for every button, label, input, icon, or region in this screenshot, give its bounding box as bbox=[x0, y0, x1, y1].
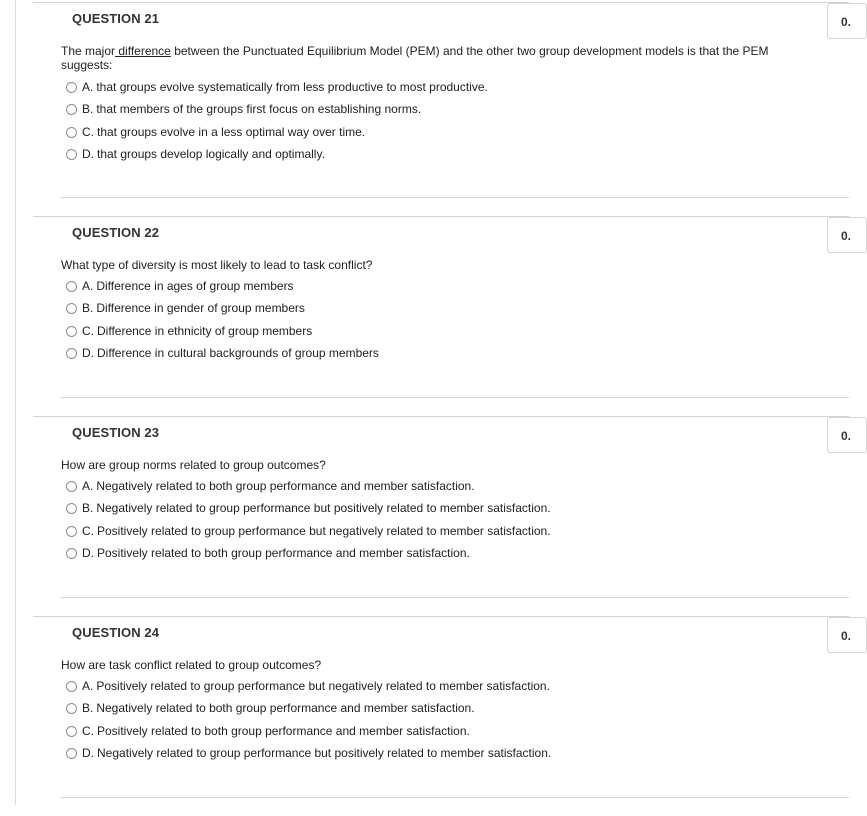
option-b[interactable] bbox=[66, 100, 421, 118]
question-header bbox=[33, 617, 852, 650]
option-text: Difference in ethnicity of group members bbox=[97, 324, 313, 338]
option-text: that groups evolve systematically from less productive to most productive. bbox=[96, 80, 488, 94]
radio-button[interactable] bbox=[66, 526, 77, 537]
option-letter: A. bbox=[82, 80, 94, 94]
option-letter: B. bbox=[82, 501, 94, 515]
question-21 bbox=[33, 2, 852, 202]
question-text-end: between the Punctuated Equilibrium Model (PEM) and the other two group development models is that the PEM suggests: bbox=[61, 44, 769, 72]
radio-button[interactable] bbox=[66, 348, 77, 359]
option-text: Difference in cultural backgrounds of group members bbox=[97, 346, 379, 360]
radio-button[interactable] bbox=[66, 681, 77, 692]
option-letter: A. bbox=[82, 479, 94, 493]
radio-button[interactable] bbox=[66, 303, 77, 314]
question-24 bbox=[33, 616, 852, 816]
option-text: Difference in gender of group members bbox=[96, 301, 305, 315]
question-title: QUESTION 24 bbox=[72, 625, 160, 640]
question-title: QUESTION 23 bbox=[72, 425, 160, 440]
option-c[interactable] bbox=[66, 522, 551, 540]
option-text: Negatively related to group performance but positively related to member satisfaction. bbox=[96, 501, 551, 515]
question-text bbox=[61, 44, 801, 72]
option-letter: B. bbox=[82, 301, 94, 315]
option-letter: C. bbox=[82, 125, 94, 139]
question-text: What type of diversity is most likely to lead to task conflict? bbox=[61, 258, 373, 272]
divider bbox=[61, 797, 849, 798]
question-header bbox=[33, 3, 852, 36]
option-letter: A. bbox=[82, 679, 94, 693]
radio-button[interactable] bbox=[66, 503, 77, 514]
radio-button[interactable] bbox=[66, 281, 77, 292]
option-c[interactable] bbox=[66, 322, 312, 340]
question-23 bbox=[33, 416, 852, 616]
question-text-start: The major bbox=[61, 44, 116, 58]
points-box bbox=[827, 3, 867, 39]
points-box bbox=[827, 617, 867, 653]
points-box bbox=[827, 417, 867, 453]
question-text: How are task conflict related to group outcomes? bbox=[61, 658, 322, 672]
radio-button[interactable] bbox=[66, 481, 77, 492]
option-letter: A. bbox=[82, 279, 94, 293]
option-text: that members of the groups first focus on establishing norms. bbox=[96, 102, 422, 116]
option-text: that groups develop logically and optimally. bbox=[97, 147, 325, 161]
question-header bbox=[33, 217, 852, 250]
radio-button[interactable] bbox=[66, 748, 77, 759]
option-d[interactable] bbox=[66, 344, 379, 362]
points-value: 0. bbox=[841, 629, 852, 643]
question-text: How are group norms related to group outcomes? bbox=[61, 458, 326, 472]
divider bbox=[61, 397, 849, 398]
question-text-underlined: difference bbox=[115, 44, 171, 58]
radio-button[interactable] bbox=[66, 703, 77, 714]
option-d[interactable] bbox=[66, 145, 325, 163]
divider bbox=[61, 597, 849, 598]
option-b[interactable] bbox=[66, 299, 305, 317]
option-text: Positively related to group performance but negatively related to member satisfaction. bbox=[96, 679, 550, 693]
radio-button[interactable] bbox=[66, 104, 77, 115]
option-text: Negatively related to both group performance and member satisfaction. bbox=[96, 479, 475, 493]
option-text: Negatively related to both group performance and member satisfaction. bbox=[96, 701, 475, 715]
radio-button[interactable] bbox=[66, 726, 77, 737]
radio-button[interactable] bbox=[66, 149, 77, 160]
option-letter: D. bbox=[82, 346, 94, 360]
option-letter: D. bbox=[82, 147, 94, 161]
option-letter: C. bbox=[82, 324, 94, 338]
question-22 bbox=[33, 216, 852, 416]
radio-button[interactable] bbox=[66, 127, 77, 138]
option-b[interactable] bbox=[66, 699, 475, 717]
option-d[interactable] bbox=[66, 744, 551, 762]
points-value: 0. bbox=[841, 229, 852, 243]
option-text: Positively related to group performance but negatively related to member satisfaction. bbox=[97, 524, 551, 538]
radio-button[interactable] bbox=[66, 326, 77, 337]
option-letter: C. bbox=[82, 524, 94, 538]
left-border bbox=[15, 0, 16, 805]
option-c[interactable] bbox=[66, 722, 470, 740]
question-title: QUESTION 21 bbox=[72, 11, 160, 26]
question-header bbox=[33, 417, 852, 450]
option-text: Positively related to both group performance and member satisfaction. bbox=[97, 546, 470, 560]
points-value: 0. bbox=[841, 429, 852, 443]
option-letter: D. bbox=[82, 546, 94, 560]
option-text: Difference in ages of group members bbox=[96, 279, 294, 293]
radio-button[interactable] bbox=[66, 548, 77, 559]
points-box bbox=[827, 217, 867, 253]
option-b[interactable] bbox=[66, 499, 551, 517]
option-text: that groups evolve in a less optimal way over time. bbox=[97, 125, 366, 139]
option-a[interactable] bbox=[66, 477, 475, 495]
radio-button[interactable] bbox=[66, 82, 77, 93]
option-d[interactable] bbox=[66, 544, 470, 562]
option-letter: C. bbox=[82, 724, 94, 738]
option-letter: B. bbox=[82, 102, 94, 116]
divider bbox=[61, 197, 849, 198]
option-a[interactable] bbox=[66, 277, 294, 295]
option-a[interactable] bbox=[66, 78, 488, 96]
option-a[interactable] bbox=[66, 677, 550, 695]
points-value: 0. bbox=[841, 15, 852, 29]
option-text: Negatively related to group performance but positively related to member satisfaction. bbox=[97, 746, 552, 760]
option-letter: B. bbox=[82, 701, 94, 715]
option-text: Positively related to both group performance and member satisfaction. bbox=[97, 724, 470, 738]
option-c[interactable] bbox=[66, 123, 365, 141]
question-title: QUESTION 22 bbox=[72, 225, 160, 240]
option-letter: D. bbox=[82, 746, 94, 760]
